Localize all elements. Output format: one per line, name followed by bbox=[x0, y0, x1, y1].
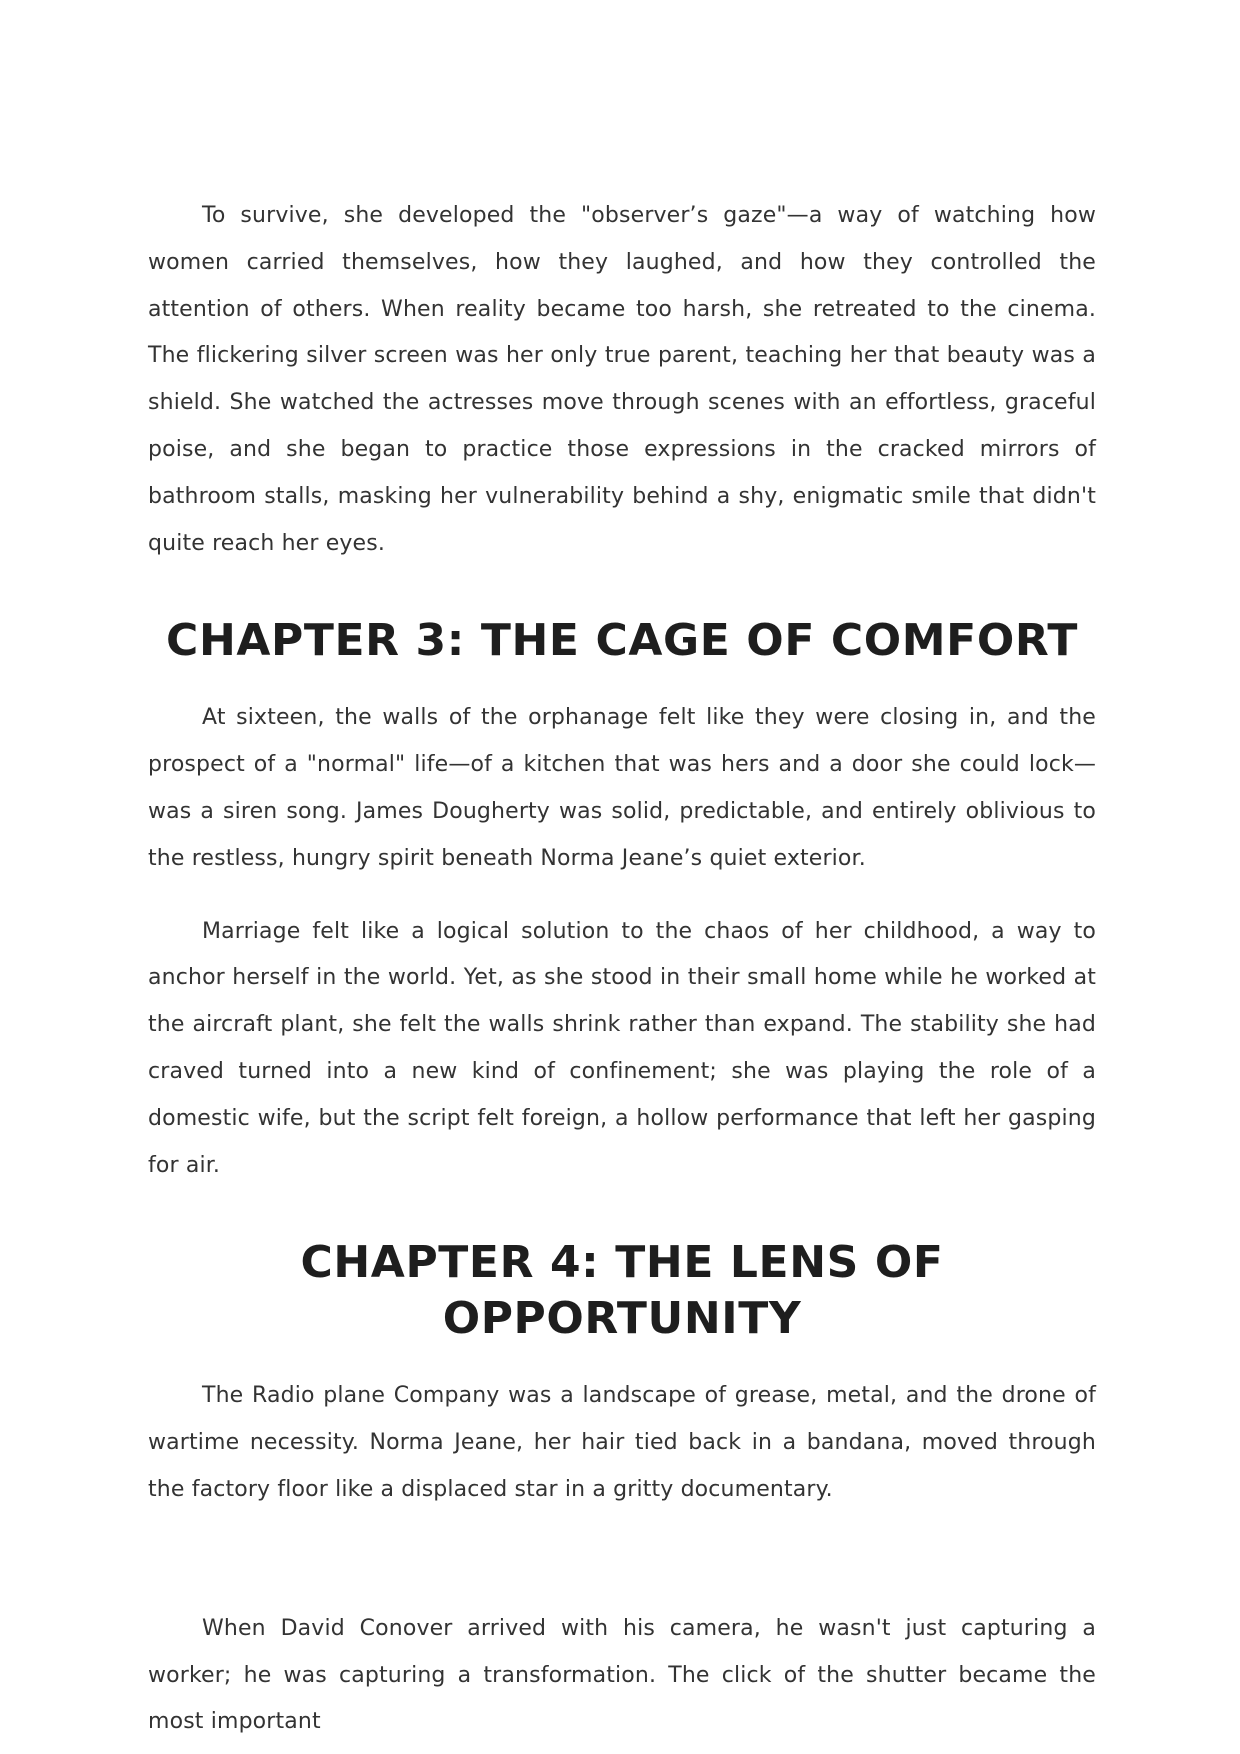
paragraph-observers-gaze: To survive, she developed the "observer’s gaze"—a way of watching how women carried themselves, how they laughed, and how they controlled the attention of others. When reality became too harsh, she retreated to the cinema. The flickering silver screen was her only true parent, teaching her that beauty was a shield. She watched the actresses move through scenes with an effortless, graceful poise, and she began to practice those expressions in the cracked mirrors of bathroom stalls, masking her vulnerability behind a shy, enigmatic smile that didn't quite reach her eyes. bbox=[148, 203, 1096, 556]
chapter-3-heading: CHAPTER 3: THE CAGE OF COMFORT bbox=[166, 615, 1078, 667]
paragraph-radio-plane: The Radio plane Company was a landscape of grease, metal, and the drone of wartime necessity. Norma Jeane, her hair tied back in a bandana, moved through the factory floor like a displaced star in a gritty documentary. bbox=[148, 1383, 1096, 1502]
paragraph-marriage: Marriage felt like a logical solution to the chaos of her childhood, a way to anchor herself in the world. Yet, as she stood in their small home while he worked at the aircraft plant, she felt the walls shrink rather than expand. The stability she had craved turned into a new kind of confinement; she was playing the role of a domestic wife, but the script felt foreign, a hollow performance that left her gasping for air. bbox=[148, 918, 1096, 1178]
paragraph-david-conover: When David Conover arrived with his camera, he wasn't just capturing a worker; he was capturing a transformation. The click of the shutter became the most important bbox=[148, 1615, 1096, 1735]
chapter-4-heading: CHAPTER 4: THE LENS OF OPPORTUNITY bbox=[300, 1237, 944, 1345]
paragraph-at-sixteen: At sixteen, the walls of the orphanage felt like they were closing in, and the prospect of a "normal" life—of a kitchen that was hers and a door she could lock—was a siren song. James Dougherty was solid, predictable, and entirely oblivious to the restless, hungry spirit beneath Norma Jeane’s quiet exterior. bbox=[148, 705, 1096, 871]
document-page bbox=[148, 205, 1096, 1746]
